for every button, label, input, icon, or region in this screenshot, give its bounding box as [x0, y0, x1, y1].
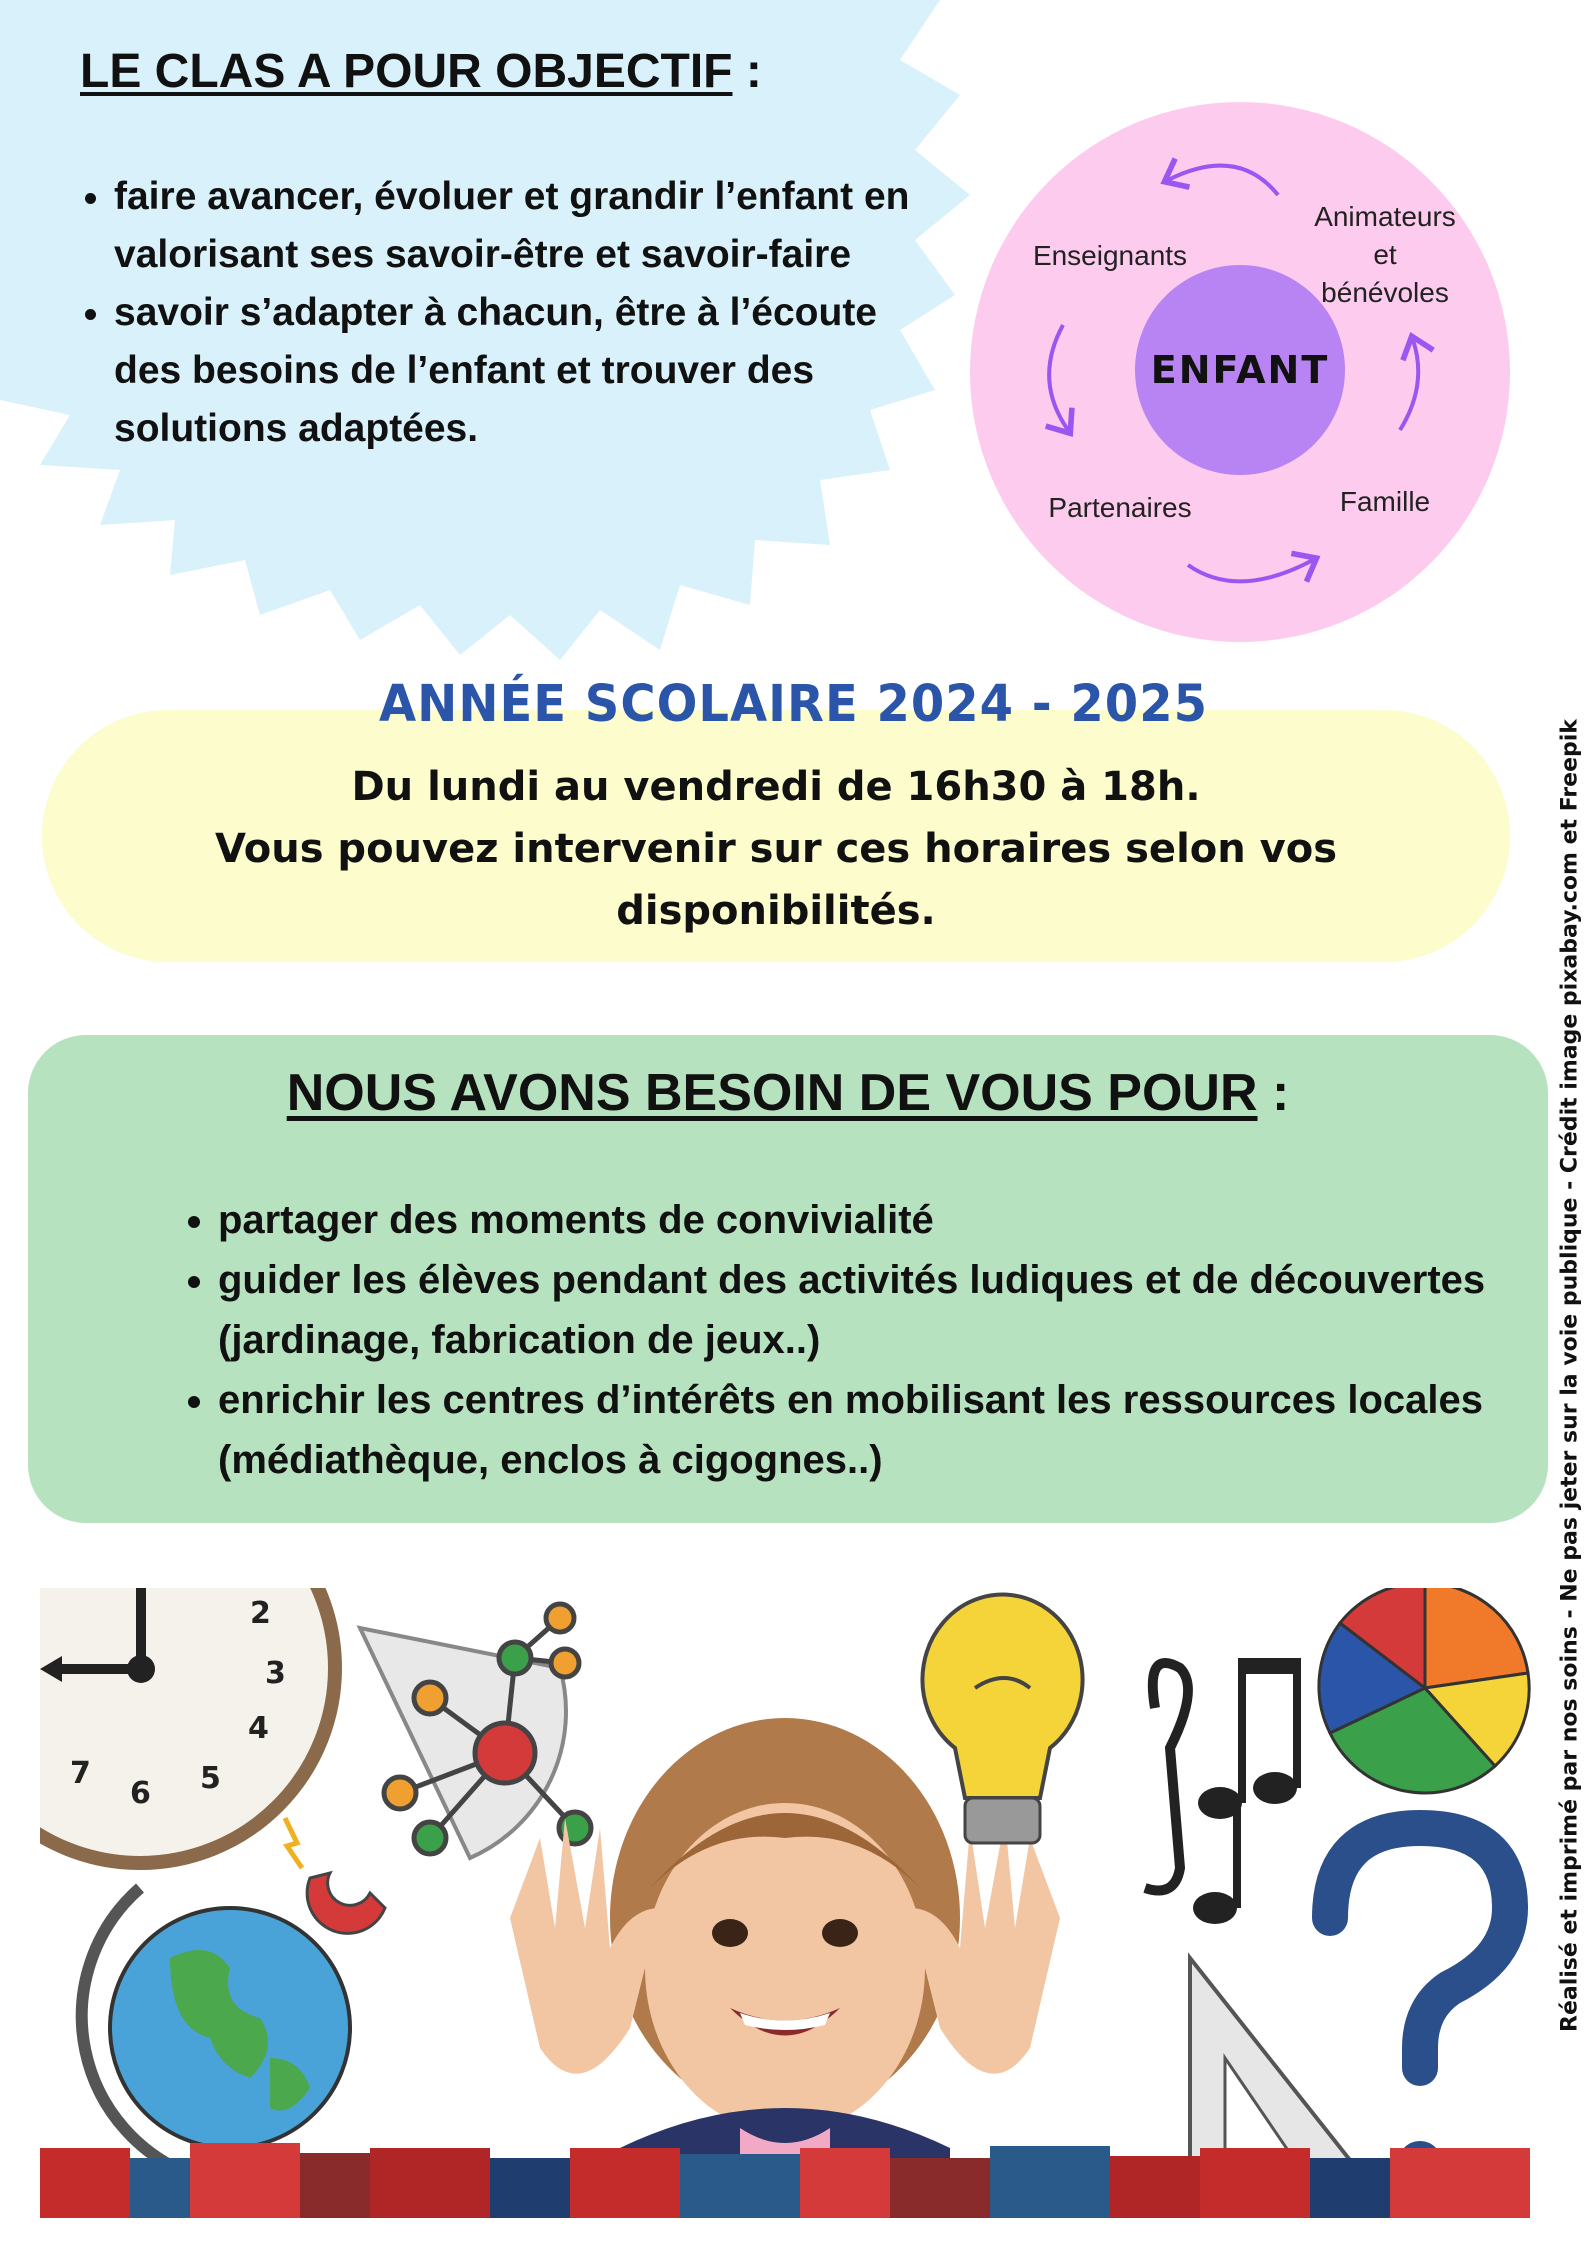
cycle-label-partners: Partenaires — [1048, 492, 1192, 523]
needs-list — [182, 1190, 1538, 1490]
objectives-title-suffix: : — [732, 45, 762, 98]
magnet-icon — [285, 1818, 385, 1933]
objectives-title — [80, 44, 762, 99]
clock-number: 3 — [265, 1656, 286, 1691]
need-item: • guider les élèves pendant des activités ludiques et de découvertes (jardinage, fabrication de jeux..) — [218, 1250, 1538, 1370]
cycle-label-teachers: Enseignants — [1032, 240, 1188, 271]
cycle-label-animators-line: Animateurs — [1314, 201, 1456, 232]
clock-number: 2 — [250, 1596, 271, 1631]
schedule-line: Du lundi au vendredi de 16h30 à 18h. — [351, 764, 1201, 810]
pie-chart-icon — [1319, 1588, 1529, 1793]
music-notes-icon — [1145, 1658, 1301, 1924]
clock-number: 7 — [70, 1756, 91, 1791]
objectives-title-text: LE CLAS A POUR OBJECTIF — [80, 45, 733, 98]
cycle-label-animators-line: et — [1373, 239, 1397, 270]
objective-item: • faire avancer, évoluer et grandir l’enfant en valorisant ses savoir-être et savoir-faire — [114, 168, 934, 284]
needs-title-suffix: : — [1257, 1064, 1290, 1122]
books-row-icon — [40, 2143, 1530, 2218]
light-bulb-icon — [922, 1595, 1082, 1843]
clock-number: 4 — [248, 1711, 269, 1746]
question-mark-icon — [1330, 1828, 1510, 2185]
child-school-illustration — [40, 1588, 1555, 2218]
needs-title — [28, 1063, 1548, 1123]
school-year-title: ANNÉE SCOLAIRE 2024 - 2025 — [379, 674, 1208, 734]
side-credit-text: Réalisé et imprimé par nos soins - Ne pas jeter sur la voie publique - Crédit image pixabay.com et Freepik — [1557, 719, 1583, 2032]
need-item: • partager des moments de convivialité — [218, 1190, 1538, 1250]
cycle-center-enfant: ENFANT — [1135, 265, 1345, 475]
cycle-label-family: Famille — [1339, 486, 1431, 517]
clock-number: 5 — [200, 1761, 221, 1796]
clock-number: 6 — [130, 1776, 151, 1811]
need-item: • enrichir les centres d’intérêts en mobilisant les ressources locales (médiathèque, enclos à cigognes..) — [218, 1370, 1538, 1490]
objective-item: • savoir s’adapter à chacun, être à l’écoute des besoins de l’enfant et trouver des solutions adaptées. — [114, 284, 934, 458]
schedule-line: disponibilités. — [616, 888, 936, 934]
cycle-label-animators-line: bénévoles — [1321, 277, 1449, 308]
cycle-label-animators — [1300, 198, 1470, 312]
objectives-list — [78, 168, 934, 458]
schedule-text — [42, 756, 1510, 942]
globe-icon — [82, 1888, 350, 2178]
schedule-line: Vous pouvez intervenir sur ces horaires selon vos — [214, 826, 1338, 872]
needs-title-text: NOUS AVONS BESOIN DE VOUS POUR — [286, 1064, 1258, 1122]
